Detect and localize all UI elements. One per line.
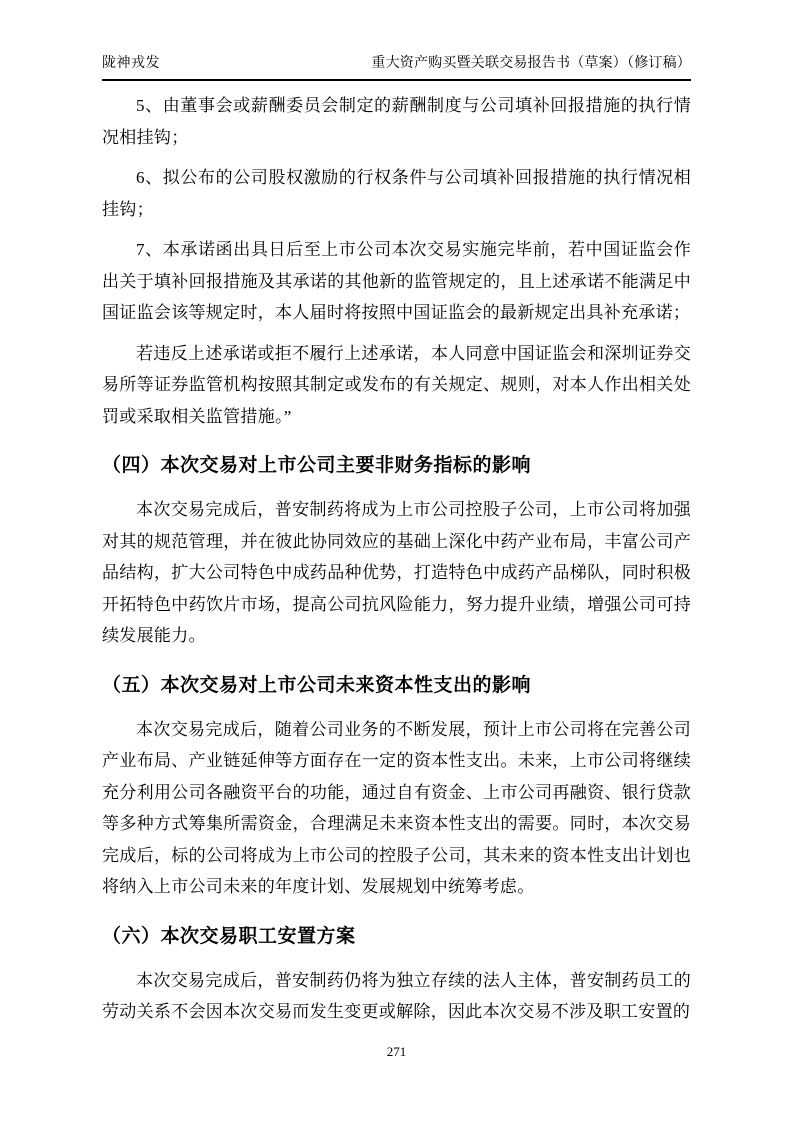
body-paragraph-item-7: 7、本承诺函出具日后至上市公司本次交易实施完毕前，若中国证监会作出关于填补回报措施及其承诺的其他新的监管规定的，且上述承诺不能满足中国证监会该等规定时，本人届时将按照中国证监会的最新规定出具补充承诺； bbox=[102, 240, 691, 322]
body-paragraph-section-4: 本次交易完成后，普安制药将成为上市公司控股子公司，上市公司将加强对其的规范管理，并在彼此协同效应的基础上深化中药产业布局，丰富公司产品结构，扩大公司特色中成药品种优势，打造特色中成药产品梯队，同时积极开拓特色中药饮片市场，提高公司抗风险能力，努力提升业绩，增强公司可持续发展能力。 bbox=[102, 500, 691, 645]
body-paragraph-quote-close: 若违反上述承诺或拒不履行上述承诺，本人同意中国证监会和深圳证券交易所等证券监管机构按照其制定或发布的有关规定、规则，对本人作出相关处罚或采取相关监管措施。” bbox=[102, 343, 691, 426]
page-header bbox=[102, 0, 691, 81]
header-report-title: 重大资产购买暨关联交易报告书（草案）（修订稿） bbox=[371, 56, 691, 71]
section-heading-6-staff-resettlement-plan: （六）本次交易职工安置方案 bbox=[102, 925, 356, 947]
body-paragraph-item-6: 6、拟公布的公司股权激励的行权条件与公司填补回报措施的执行情况相挂钩； bbox=[102, 168, 691, 219]
section-heading-5-capital-expenditure-impact: （五）本次交易对上市公司未来资本性支出的影响 bbox=[102, 674, 532, 696]
header-company-short-name: 陇神戎发 bbox=[102, 56, 160, 71]
body-paragraph-item-5: 5、由董事会或薪酬委员会制定的薪酬制度与公司填补回报措施的执行情况相挂钩； bbox=[102, 96, 691, 147]
page-number: 271 bbox=[386, 1044, 407, 1059]
document-body bbox=[102, 90, 691, 1028]
body-paragraph-section-6: 本次交易完成后，普安制药仍将为独立存续的法人主体，普安制药员工的劳动关系不会因本次交易而发生变更或解除，因此本次交易不涉及职工安置的 bbox=[102, 970, 691, 1021]
page-footer bbox=[0, 1044, 793, 1060]
section-heading-4-non-financial-impact: （四）本次交易对上市公司主要非财务指标的影响 bbox=[102, 455, 532, 476]
body-paragraph-section-5: 本次交易完成后，随着公司业务的不断发展，预计上市公司将在完善公司产业布局、产业链延伸等方面存在一定的资本性支出。未来，上市公司将继续充分利用公司各融资平台的功能，通过自有资金、上市公司再融资、银行贷款等多种方式筹集所需资金，合理满足未来资本性支出的需要。同时，本次交易完成后，标的公司将成为上市公司的控股子公司，其未来的资本性支出计划也将纳入上市公司未来的年度计划、发展规划中统筹考虑。 bbox=[102, 719, 691, 896]
